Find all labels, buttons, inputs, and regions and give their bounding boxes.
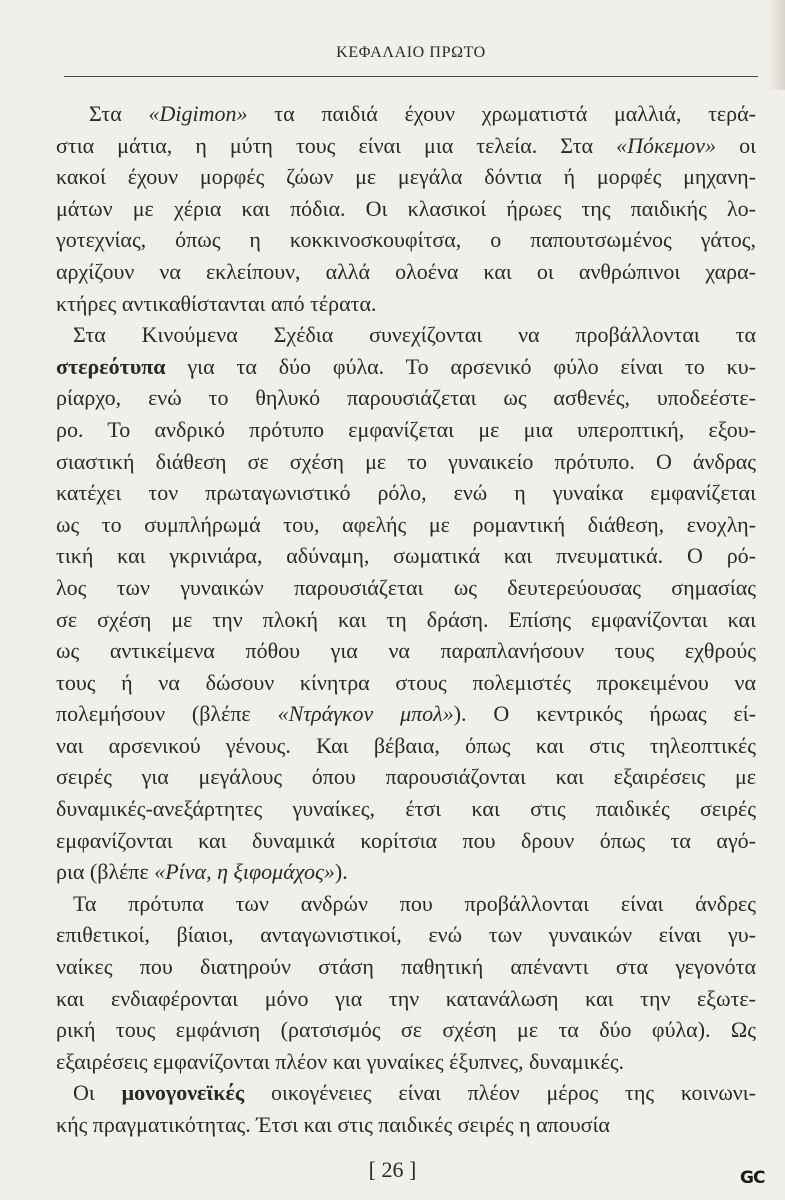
text-line	[56, 825, 756, 857]
text-line	[56, 256, 756, 288]
paragraph	[56, 319, 756, 888]
bold-term: στερεότυπα	[56, 353, 166, 379]
paragraph	[56, 1077, 756, 1140]
italic-title: «Πόκεμον»	[616, 132, 717, 158]
text-run: ρια (βλέπε	[56, 859, 155, 885]
text-line	[56, 193, 756, 225]
text-run: επιθετικοί, βίαιοι, ανταγωνιστικοί, ενώ των γυναικών είναι γυ-	[56, 922, 756, 948]
text-line	[56, 635, 756, 667]
text-run: μάτων με χέρια και πόδια. Οι κλασικοί ήρωες της παιδικής λο-	[56, 195, 756, 221]
text-run: σειρές για μεγάλους όπου παρουσιάζονται και εξαιρέσεις με	[56, 764, 756, 790]
text-run: σε σχέση με την πλοκή και τη δράση. Επίσης εμφανίζονται και	[56, 606, 756, 632]
text-run: ως το συμπλήρωμά του, αφελής με ρομαντική διάθεση, ενοχλη-	[56, 511, 756, 537]
text-run: ναι αρσενικού γένους. Και βέβαια, όπως και στις τηλεοπτικές	[56, 732, 756, 758]
text-line	[56, 698, 756, 730]
text-run: τα παιδιά έχουν χρωματιστά μαλλιά, τερά-	[247, 101, 756, 126]
text-run: εμφανίζονται και δυναμικά κορίτσια που δρουν όπως τα αγό-	[56, 827, 756, 853]
text-run: ρίαρχο, ενώ το θηλυκό παρουσιάζεται ως ασθενές, υποδεέστε-	[56, 385, 756, 411]
text-run: κακοί έχουν μορφές ζώων με μεγάλα δόντια ή μορφές μηχανη-	[56, 164, 756, 190]
text-line	[56, 888, 756, 920]
text-line	[56, 130, 756, 162]
text-line	[56, 667, 756, 699]
text-run: εξαιρέσεις εμφανίζονται πλέον και γυναίκες έξυπνες, δυναμικές.	[56, 1048, 625, 1074]
text-run: στια μάτια, η μύτη τους είναι μια τελεία. Στα	[56, 132, 617, 158]
text-run: ως αντικείμενα πόθου για να παραπλανήσουν τους εχθρούς	[56, 638, 756, 664]
gc-logo: GC	[740, 1168, 765, 1188]
page-number: [ 26 ]	[368, 1157, 417, 1182]
text-run: λος των γυναικών παρουσιάζεται ως δευτερεύουσας σημασίας	[56, 574, 756, 600]
text-line	[56, 761, 756, 793]
text-run: Οι	[73, 1080, 122, 1106]
text-run: Στα	[89, 101, 149, 126]
text-run: σιαστική διάθεση σε σχέση με το γυναικείο πρότυπο. Ο άνδρας	[56, 448, 756, 474]
text-run: και ενδιαφέρονται μόνο για την κατανάλωση και την εξωτε-	[56, 985, 756, 1011]
text-line	[56, 161, 756, 193]
header-rule	[64, 76, 758, 77]
paragraph	[56, 98, 756, 319]
text-line	[56, 319, 756, 351]
text-run: οι	[716, 132, 757, 158]
text-run: ναίκες που διατηρούν στάση παθητική απέναντι στα γεγονότα	[56, 954, 756, 980]
text-line	[56, 1077, 756, 1109]
text-line	[56, 382, 756, 414]
text-line	[56, 983, 756, 1015]
text-run: ).	[334, 859, 348, 885]
text-line	[56, 224, 756, 256]
text-line	[56, 919, 756, 951]
text-line	[56, 793, 756, 825]
text-line	[56, 1109, 756, 1141]
text-line	[56, 446, 756, 478]
italic-title: «Ντράγκον μπολ»	[277, 701, 454, 727]
text-run: ). Ο κεντρικός ήρωας εί-	[453, 701, 756, 727]
text-run: κτήρες αντικαθίστανται από τέρατα.	[56, 290, 377, 316]
text-line	[56, 509, 756, 541]
text-run: ρο. Το ανδρικό πρότυπο εμφανίζεται με μια υπεροπτική, εξου-	[56, 416, 756, 442]
text-run: τική και γκρινιάρα, αδύναμη, σωματικά και πνευματικά. Ο ρό-	[56, 543, 756, 569]
text-run: δυναμικές-ανεξάρτητες γυναίκες, έτσι και στις παιδικές σειρές	[56, 796, 756, 822]
text-run: Στα Κινούμενα Σχέδια συνεχίζονται να προβάλλονται τα	[73, 322, 756, 348]
chapter-header: ΚΕΦΑΛΑΙΟ ΠΡΩΤΟ	[336, 44, 486, 61]
bold-term: μονογονεϊκές	[121, 1080, 245, 1106]
text-line	[56, 540, 756, 572]
text-line	[56, 288, 756, 320]
paragraph	[56, 888, 756, 1078]
text-run: ρική τους εμφάνιση (ρατσισμός σε σχέση με τα δύο φύλα). Ως	[56, 1017, 756, 1043]
italic-title: «Digimon»	[148, 101, 248, 126]
text-line	[56, 572, 756, 604]
text-line	[56, 477, 756, 509]
text-run: κής πραγματικότητας. Έτσι και στις παιδικές σειρές η απουσία	[56, 1112, 610, 1137]
text-run: τους ή να δώσουν κίνητρα στους πολεμιστές προκειμένου να	[56, 669, 756, 695]
text-run: αρχίζουν να εκλείπουν, αλλά ολοένα και οι ανθρώπινοι χαρα-	[56, 258, 756, 284]
text-run: Τα πρότυπα των ανδρών που προβάλλονται είναι άνδρες	[73, 890, 756, 916]
text-line	[56, 951, 756, 983]
text-run: κατέχει τον πρωταγωνιστικό ρόλο, ενώ η γυναίκα εμφανίζεται	[56, 480, 756, 506]
text-line	[56, 98, 756, 130]
text-run: γοτεχνίας, όπως η κοκκινοσκουφίτσα, ο παπουτσωμένος γάτος,	[56, 227, 756, 253]
page-edge-shadow	[768, 0, 785, 90]
text-line	[56, 1014, 756, 1046]
text-line	[56, 604, 756, 636]
text-run: πολεμήσουν (βλέπε	[56, 701, 278, 727]
text-line	[56, 414, 756, 446]
text-run: οικογένειες είναι πλέον μέρος της κοινωνι-	[244, 1080, 757, 1106]
text-line	[56, 730, 756, 762]
text-run: για τα δύο φύλα. Το αρσενικό φύλο είναι το κυ-	[165, 353, 756, 379]
text-line	[56, 351, 756, 383]
text-line	[56, 1046, 756, 1078]
text-line	[56, 856, 756, 888]
body-text	[56, 98, 756, 1141]
italic-title: «Ρίνα, η ξιφομάχος»	[154, 859, 335, 885]
